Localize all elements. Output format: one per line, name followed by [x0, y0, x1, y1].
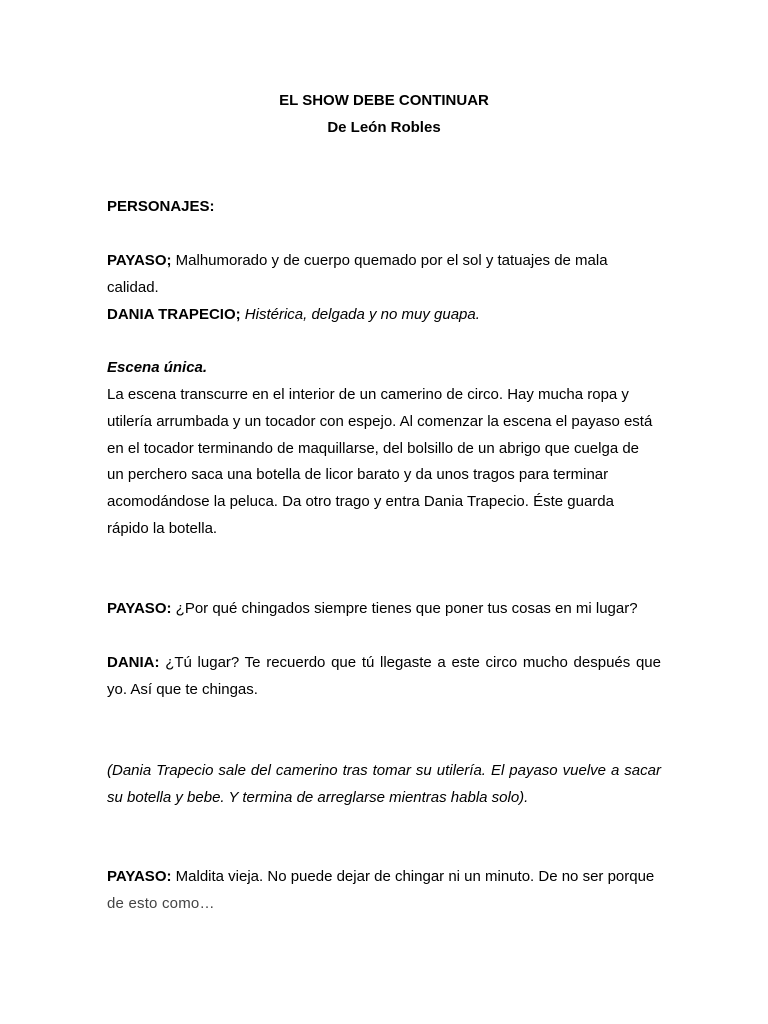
dialogue-payaso-1 [107, 600, 638, 618]
dialogue-text: Maldita vieja. No puede dejar de chingar ni un minuto. De no ser porque [171, 868, 655, 885]
speaker-name: DANIA: [107, 654, 160, 671]
dialogue-dania-1-cont: yo. Así que te chingas. [107, 681, 258, 698]
speaker-name: PAYASO: [107, 600, 172, 617]
scene-text-line: rápido la botella. [107, 520, 218, 537]
scene-heading: Escena única. [107, 359, 208, 376]
dialogue-text: ¿Tú lugar? Te recuerdo que tú llegaste a este circo mucho después que [159, 654, 661, 671]
character-name: PAYASO; [107, 252, 172, 269]
character-payaso-line [107, 252, 608, 270]
scene-text-line: un perchero saca una botella de licor barato y da unos tragos para terminar [107, 466, 609, 483]
characters-heading: PERSONAJES: [107, 198, 215, 215]
dialogue-payaso-2-cont: de esto como… [107, 895, 215, 912]
stage-direction-line: (Dania Trapecio sale del camerino tras tomar su utilería. El payaso vuelve a sacar [107, 762, 661, 779]
document-title: EL SHOW DEBE CONTINUAR [279, 92, 489, 109]
scene-text-line: en el tocador terminando de maquillarse, del bolsillo de un abrigo que cuelga de [107, 440, 640, 457]
dialogue-text: ¿Por qué chingados siempre tienes que poner tus cosas en mi lugar? [171, 600, 638, 617]
character-description: Malhumorado y de cuerpo quemado por el sol y tatuajes de mala [171, 252, 608, 269]
character-description: Histérica, delgada y no muy guapa. [240, 306, 480, 323]
dialogue-payaso-2 [107, 868, 654, 886]
document-author: De León Robles [327, 119, 441, 136]
character-name: DANIA TRAPECIO; [107, 306, 241, 323]
speaker-name: PAYASO: [107, 868, 172, 885]
character-dania-line [107, 306, 480, 324]
scene-text-line: utilería arrumbada y un tocador con espejo. Al comenzar la escena el payaso está [107, 413, 653, 430]
stage-direction-line: su botella y bebe. Y termina de arreglarse mientras habla solo). [107, 789, 529, 806]
scene-text-line: acomodándose la peluca. Da otro trago y entra Dania Trapecio. Éste guarda [107, 493, 614, 510]
dialogue-dania-1 [107, 654, 661, 672]
character-payaso-desc-cont: calidad. [107, 279, 159, 296]
scene-text-line: La escena transcurre en el interior de un camerino de circo. Hay mucha ropa y [107, 386, 629, 403]
